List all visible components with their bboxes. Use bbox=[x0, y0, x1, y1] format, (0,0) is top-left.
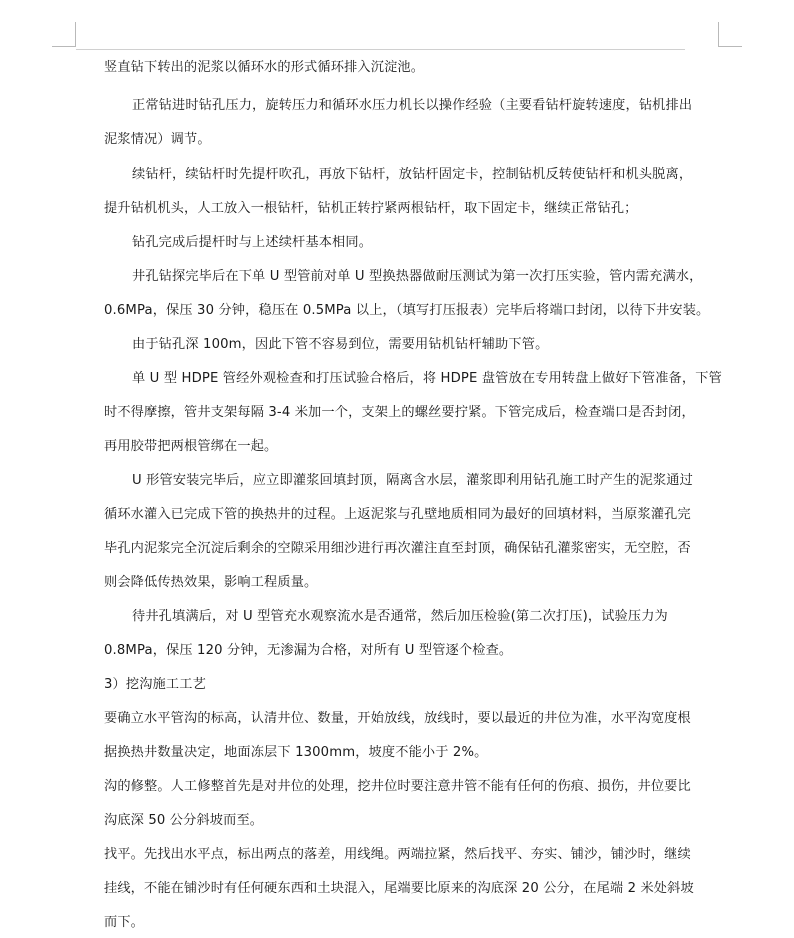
crop-mark-top-right-vertical bbox=[718, 22, 719, 47]
text-line: 毕孔内泥浆完全沉淀后剩余的空隙采用细沙进行再次灌注直至封顶，确保钻孔灌浆密实，无空腔，否 bbox=[104, 541, 691, 556]
text-line: 而下。 bbox=[104, 915, 145, 930]
paragraph-line: 续钻杆，续钻杆时先提杆吹孔，再放下钻杆，放钻杆固定卡，控制钻机反转使钻杆和机头脱离， bbox=[132, 167, 693, 182]
paragraph-line: 单 U 型 HDPE 管经外观检查和打压试验合格后，将 HDPE 盘管放在专用转盘上做好下管准备，下管 bbox=[132, 371, 722, 386]
paragraph-line: 钻孔完成后提杆时与上述续杆基本相同。 bbox=[132, 235, 373, 250]
text-line: 沟底深 50 公分斜坡而至。 bbox=[104, 813, 264, 828]
text-line: 沟的修整。人工修整首先是对井位的处理，挖井位时要注意井管不能有任何的伤痕、损伤，井位要比 bbox=[104, 779, 691, 794]
paragraph-line: 正常钻进时钻孔压力，旋转压力和循环水压力机长以操作经验（主要看钻杆旋转速度，钻机排出 bbox=[132, 98, 693, 113]
text-line: 提升钻机机头，人工放入一根钻杆，钻机正转拧紧两根钻杆，取下固定卡，继续正常钻孔； bbox=[104, 201, 638, 216]
text-line: 则会降低传热效果，影响工程质量。 bbox=[104, 575, 318, 590]
paragraph-line: 待井孔填满后，对 U 型管充水观察流水是否通常，然后加压检验(第二次打压)，试验压力为 bbox=[132, 609, 668, 624]
text-line: 泥浆情况）调节。 bbox=[104, 132, 211, 147]
text-line: 要确立水平管沟的标高，认清井位、数量，开始放线，放线时，要以最近的井位为准，水平沟宽度根 bbox=[104, 711, 691, 726]
paragraph-line: 井孔钻探完毕后在下单 U 型管前对单 U 型换热器做耐压测试为第一次打压实验，管内需充满水， bbox=[132, 269, 703, 284]
paragraph-line: 由于钻孔深 100m，因此下管不容易到位，需要用钻机钻杆辅助下管。 bbox=[132, 337, 549, 352]
text-line: 循环水灌入已完成下管的换热井的过程。上返泥浆与孔壁地质相同为最好的回填材料，当原浆灌孔完 bbox=[104, 507, 691, 522]
text-line: 时不得摩擦，管井支架每隔 3-4 米加一个，支架上的螺丝要拧紧。下管完成后，检查端口是否封闭， bbox=[104, 405, 695, 420]
text-line: 据换热井数量决定，地面冻层下 1300mm，坡度不能小于 2%。 bbox=[104, 745, 488, 760]
header-rule bbox=[76, 49, 685, 50]
text-line: 找平。先找出水平点，标出两点的落差，用线绳。两端拉紧，然后找平、夯实、铺沙，铺沙时，继续 bbox=[104, 847, 691, 862]
text-line: 再用胶带把两根管绑在一起。 bbox=[104, 439, 278, 454]
section-heading: 3）挖沟施工工艺 bbox=[104, 677, 206, 692]
text-line: 挂线，不能在铺沙时有任何硬东西和土块混入，尾端要比原来的沟底深 20 公分，在尾端 2 米处斜坡 bbox=[104, 881, 694, 896]
crop-mark-top-left-vertical bbox=[75, 22, 76, 47]
crop-mark-top-left-horizontal bbox=[52, 46, 76, 47]
crop-mark-top-right-horizontal bbox=[718, 46, 742, 47]
text-line: 0.8MPa，保压 120 分钟，无渗漏为合格，对所有 U 型管逐个检查。 bbox=[104, 643, 513, 658]
paragraph-line: U 形管安装完毕后，应立即灌浆回填封顶，隔离含水层，灌浆即利用钻孔施工时产生的泥浆通过 bbox=[132, 473, 693, 488]
text-line: 竖直钻下转出的泥浆以循环水的形式循环排入沉淀池。 bbox=[104, 60, 425, 75]
text-line: 0.6MPa，保压 30 分钟，稳压在 0.5MPa 以上，（填写打压报表）完毕后将端口封闭，以待下井安装。 bbox=[104, 303, 710, 318]
